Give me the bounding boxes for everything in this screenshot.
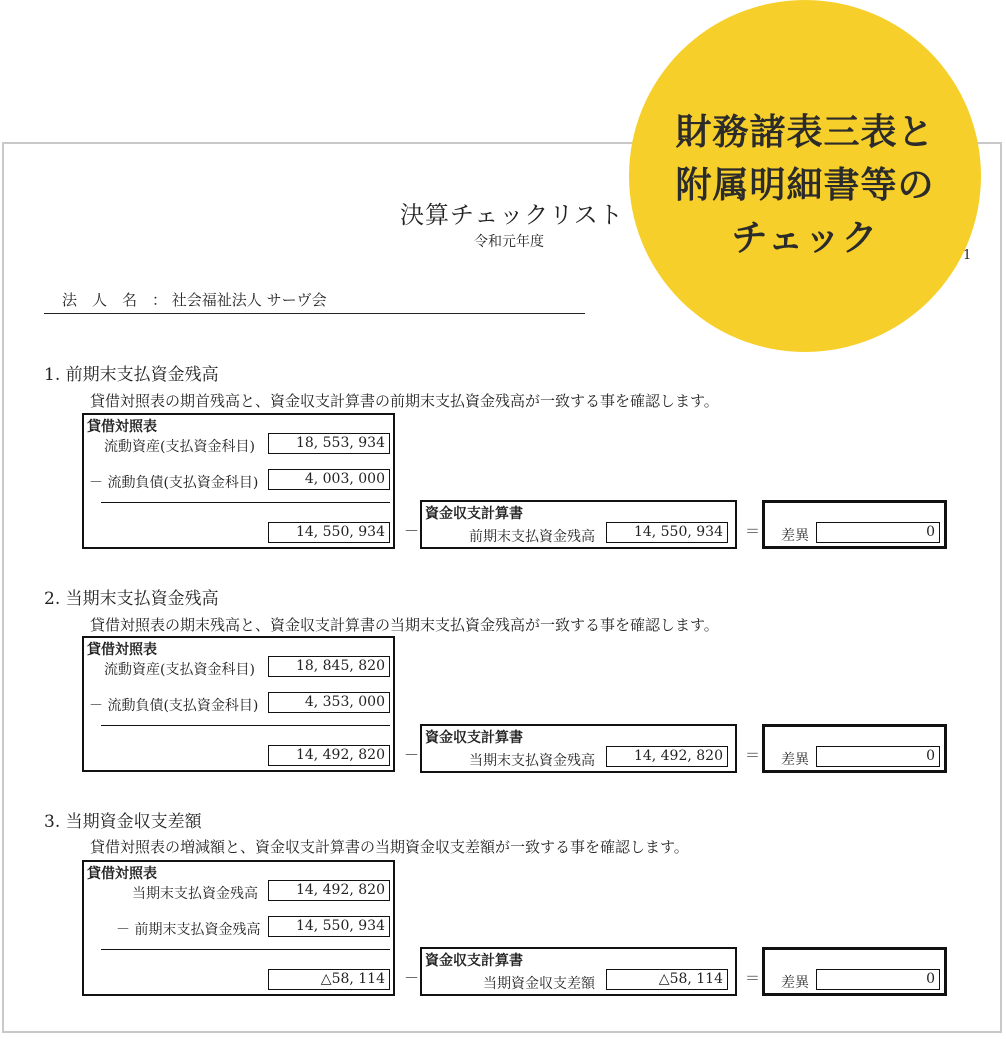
- minus-sign: －: [404, 746, 420, 764]
- section-3-cash-flow-box: [420, 947, 737, 996]
- section-1-title: 1. 前期末支払資金残高: [44, 365, 219, 385]
- difference-label: 差異: [781, 528, 809, 544]
- balance-sheet-title: 貸借対照表: [87, 866, 157, 882]
- badge-line-1: 財務諸表三表と: [675, 112, 935, 153]
- section-1-description: 貸借対照表の期首残高と、資金収支計算書の前期末支払資金残高が一致する事を確認します。: [90, 392, 719, 410]
- difference-value: 0: [816, 746, 940, 767]
- difference-value: 0: [816, 522, 940, 543]
- subtotal-rule: [101, 725, 390, 726]
- section-3-description: 貸借対照表の増減額と、資金収支計算書の当期資金収支差額が一致する事を確認します。: [90, 838, 689, 856]
- row1-label: 流動資産(支払資金科目): [104, 662, 255, 678]
- row2-label: － 前期末支払資金残高: [116, 922, 261, 938]
- document-title: 決算チェックリスト: [400, 201, 624, 229]
- row2-label: － 流動負債(支払資金科目): [89, 698, 259, 714]
- subtotal-rule: [101, 949, 390, 950]
- row2-value: 4, 003, 000: [268, 469, 390, 490]
- cash-flow-title: 資金収支計算書: [425, 953, 523, 969]
- row2-label: － 流動負債(支払資金科目): [89, 475, 259, 491]
- badge-line-2: 附属明細書等の: [675, 165, 935, 206]
- feature-badge: [629, 0, 981, 352]
- section-2-cash-flow-box: [420, 724, 737, 773]
- section-3-balance-sheet-box: [82, 860, 395, 996]
- cash-flow-value: △58, 114: [606, 969, 728, 990]
- cash-flow-label: 当期末支払資金残高: [469, 753, 595, 769]
- section-3-difference-box: [762, 947, 947, 996]
- row2-value: 14, 550, 934: [268, 916, 390, 937]
- fiscal-year: 令和元年度: [474, 234, 544, 250]
- cash-flow-label: 前期末支払資金残高: [469, 529, 595, 545]
- difference-label: 差異: [781, 975, 809, 991]
- equals-sign: ＝: [745, 746, 761, 764]
- section-2-title: 2. 当期末支払資金残高: [44, 589, 219, 609]
- row1-value: 18, 553, 934: [268, 433, 390, 454]
- corporation-line: [44, 289, 585, 314]
- corporation-label: 法 人 名 ：: [62, 291, 168, 309]
- section-2-description: 貸借対照表の期末残高と、資金収支計算書の当期末支払資金残高が一致する事を確認します。: [90, 616, 719, 634]
- badge-text: [629, 106, 981, 265]
- equals-sign: ＝: [745, 969, 761, 987]
- row1-value: 14, 492, 820: [268, 880, 390, 901]
- row1-value: 18, 845, 820: [268, 656, 390, 677]
- equals-sign: ＝: [745, 522, 761, 540]
- cash-flow-title: 資金収支計算書: [425, 730, 523, 746]
- balance-sheet-result: △58, 114: [268, 969, 390, 990]
- section-2-balance-sheet-box: [82, 636, 395, 772]
- minus-sign: －: [404, 969, 420, 987]
- section-1-cash-flow-box: [420, 500, 737, 549]
- section-2-difference-box: [762, 724, 947, 773]
- cash-flow-value: 14, 492, 820: [606, 746, 728, 767]
- row2-value: 4, 353, 000: [268, 692, 390, 713]
- subtotal-rule: [101, 502, 390, 503]
- row1-label: 流動資産(支払資金科目): [104, 439, 255, 455]
- page-number: 1: [963, 248, 972, 263]
- cash-flow-value: 14, 550, 934: [606, 522, 728, 543]
- section-3-title: 3. 当期資金収支差額: [44, 812, 202, 832]
- cash-flow-title: 資金収支計算書: [425, 506, 523, 522]
- section-1-difference-box: [762, 500, 947, 549]
- balance-sheet-result: 14, 492, 820: [268, 745, 390, 766]
- balance-sheet-title: 貸借対照表: [87, 642, 157, 658]
- badge-line-3: チェック: [731, 218, 879, 259]
- cash-flow-label: 当期資金収支差額: [483, 976, 595, 992]
- balance-sheet-title: 貸借対照表: [87, 419, 157, 435]
- section-1-balance-sheet-box: [82, 413, 395, 549]
- balance-sheet-result: 14, 550, 934: [268, 522, 390, 543]
- row1-label: 当期末支払資金残高: [132, 886, 258, 902]
- corporation-name: 社会福祉法人 サーヴ会: [171, 291, 327, 309]
- minus-sign: －: [404, 522, 420, 540]
- difference-label: 差異: [781, 752, 809, 768]
- difference-value: 0: [816, 969, 940, 990]
